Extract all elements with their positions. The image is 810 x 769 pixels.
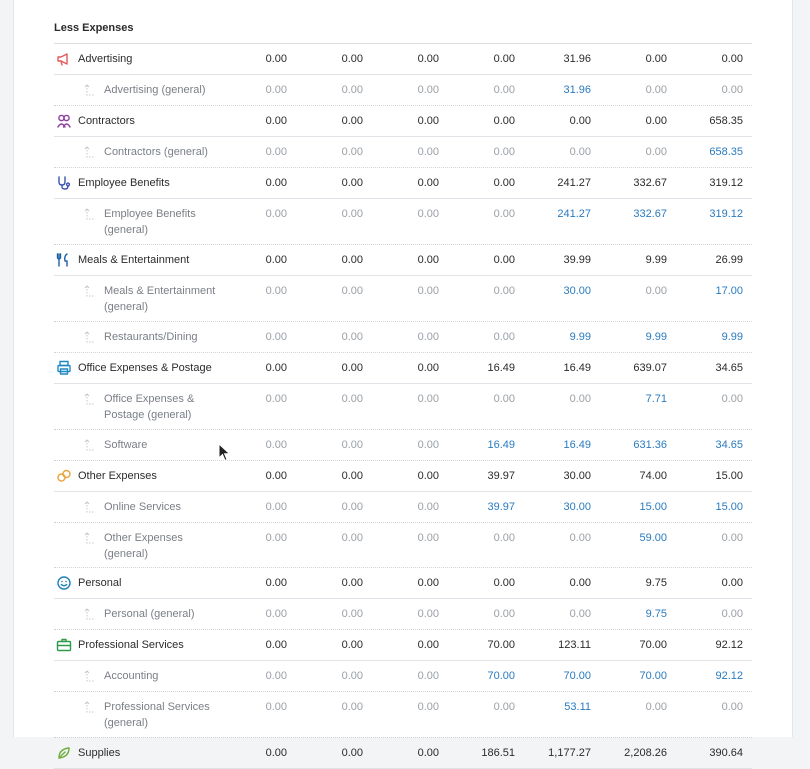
expenses-table <box>54 43 752 769</box>
amount-cell: 31.96 <box>563 53 591 65</box>
stethoscope-icon <box>56 175 72 191</box>
amount-cell: 0.00 <box>721 84 743 96</box>
category-row <box>54 245 752 276</box>
amount-cell: 15.00 <box>715 470 743 482</box>
amount-cell: 0.00 <box>341 115 363 127</box>
amount-cell: 0.00 <box>493 177 515 189</box>
tree-connector-icon <box>84 501 96 515</box>
amount-link[interactable]: 658.35 <box>709 146 743 158</box>
subcategory-row <box>54 137 752 168</box>
category-row <box>54 106 752 137</box>
amount-link[interactable]: 15.00 <box>715 501 743 513</box>
tree-connector-icon <box>84 285 96 299</box>
amount-cell: 0.00 <box>721 701 743 713</box>
amount-cell: 70.00 <box>487 639 515 651</box>
briefcase-icon <box>56 637 72 653</box>
amount-link[interactable]: 70.00 <box>563 670 591 682</box>
amount-link[interactable]: 70.00 <box>487 670 515 682</box>
subcategory-label: Contractors (general) <box>104 146 208 158</box>
amount-cell: 0.00 <box>265 747 287 759</box>
amount-link[interactable]: 15.00 <box>639 501 667 513</box>
category-row <box>54 44 752 75</box>
amount-cell: 0.00 <box>569 393 591 405</box>
amount-link[interactable]: 332.67 <box>633 208 667 220</box>
amount-link[interactable]: 59.00 <box>639 532 667 544</box>
amount-link[interactable]: 17.00 <box>715 285 743 297</box>
amount-cell: 9.75 <box>645 577 667 589</box>
subcategory-row <box>54 523 752 568</box>
amount-cell: 0.00 <box>417 701 439 713</box>
tree-connector-icon <box>84 331 96 345</box>
amount-cell: 0.00 <box>721 532 743 544</box>
amount-cell: 0.00 <box>341 146 363 158</box>
amount-cell: 74.00 <box>639 470 667 482</box>
amount-cell: 0.00 <box>645 146 667 158</box>
amount-link[interactable]: 39.97 <box>487 501 515 513</box>
amount-cell: 0.00 <box>265 701 287 713</box>
subcategory-row <box>54 199 752 245</box>
leaf-icon <box>56 745 72 761</box>
category-row <box>54 738 752 769</box>
tree-connector-icon <box>84 208 96 222</box>
amount-cell: 0.00 <box>493 208 515 220</box>
amount-cell: 0.00 <box>341 670 363 682</box>
amount-link[interactable]: 70.00 <box>639 670 667 682</box>
amount-cell: 0.00 <box>493 53 515 65</box>
category-row <box>54 168 752 199</box>
amount-link[interactable]: 53.11 <box>564 701 591 713</box>
coins-icon <box>56 468 72 484</box>
people-icon <box>56 113 72 129</box>
amount-cell: 0.00 <box>569 577 591 589</box>
amount-cell: 0.00 <box>341 639 363 651</box>
tree-connector-icon <box>84 84 96 98</box>
category-row <box>54 461 752 492</box>
amount-cell: 0.00 <box>493 285 515 297</box>
category-label: Employee Benefits <box>78 177 170 189</box>
amount-cell: 0.00 <box>493 84 515 96</box>
amount-cell: 0.00 <box>341 501 363 513</box>
subcategory-row <box>54 599 752 630</box>
subcategory-label: Accounting <box>104 670 159 682</box>
amount-cell: 0.00 <box>569 146 591 158</box>
amount-cell: 26.99 <box>715 254 743 266</box>
amount-cell: 0.00 <box>341 532 363 544</box>
tree-connector-icon <box>84 701 96 715</box>
amount-cell: 0.00 <box>265 532 287 544</box>
amount-cell: 0.00 <box>417 331 439 343</box>
printer-icon <box>56 360 72 376</box>
subcategory-row <box>54 430 752 461</box>
amount-cell: 0.00 <box>341 393 363 405</box>
amount-cell: 0.00 <box>341 254 363 266</box>
category-row <box>54 630 752 661</box>
amount-cell: 0.00 <box>569 608 591 620</box>
subcategory-label: Software <box>104 439 148 451</box>
category-label: Supplies <box>78 747 121 759</box>
amount-cell: 639.07 <box>633 362 667 374</box>
category-label: Advertising <box>78 53 133 65</box>
amount-cell: 0.00 <box>493 331 515 343</box>
amount-cell: 0.00 <box>493 115 515 127</box>
amount-cell: 0.00 <box>417 362 439 374</box>
amount-cell: 0.00 <box>417 501 439 513</box>
amount-link[interactable]: 30.00 <box>563 501 591 513</box>
amount-link[interactable]: 241.27 <box>557 208 591 220</box>
amount-cell: 0.00 <box>417 84 439 96</box>
amount-cell: 2,208.26 <box>624 747 667 759</box>
amount-cell: 0.00 <box>645 53 667 65</box>
subcategory-row <box>54 661 752 692</box>
amount-cell: 30.00 <box>563 470 591 482</box>
tree-connector-icon <box>84 393 96 407</box>
amount-cell: 0.00 <box>645 701 667 713</box>
amount-cell: 0.00 <box>417 608 439 620</box>
amount-cell: 39.97 <box>487 470 515 482</box>
amount-cell: 241.27 <box>557 177 591 189</box>
amount-link[interactable]: 9.99 <box>645 331 667 343</box>
subcategory-label: Restaurants/Dining <box>104 331 198 343</box>
amount-cell: 0.00 <box>265 177 287 189</box>
amount-cell: 0.00 <box>493 577 515 589</box>
category-row <box>54 568 752 599</box>
amount-cell: 0.00 <box>721 577 743 589</box>
category-label: Personal <box>78 577 122 589</box>
amount-cell: 0.00 <box>265 393 287 405</box>
amount-cell: 0.00 <box>417 254 439 266</box>
amount-cell: 0.00 <box>493 393 515 405</box>
amount-link[interactable]: 31.96 <box>563 84 591 96</box>
amount-link[interactable]: 16.49 <box>563 439 591 451</box>
amount-cell: 0.00 <box>417 747 439 759</box>
amount-cell: 0.00 <box>493 701 515 713</box>
category-label: Meals & Entertainment <box>78 254 190 266</box>
amount-cell: 658.35 <box>709 115 743 127</box>
amount-cell: 0.00 <box>721 53 743 65</box>
subcategory-label: Online Services <box>104 501 182 513</box>
category-row <box>54 353 752 384</box>
amount-cell: 0.00 <box>417 146 439 158</box>
amount-cell: 0.00 <box>265 670 287 682</box>
amount-cell: 123.11 <box>558 639 591 651</box>
subcategory-label: Professional Services (general) <box>104 701 210 729</box>
megaphone-icon <box>56 51 72 67</box>
amount-cell: 0.00 <box>645 84 667 96</box>
amount-cell: 0.00 <box>265 285 287 297</box>
amount-cell: 16.49 <box>563 362 591 374</box>
subcategory-row <box>54 492 752 523</box>
amount-cell: 0.00 <box>493 608 515 620</box>
amount-link[interactable]: 34.65 <box>715 439 743 451</box>
subcategory-row <box>54 75 752 106</box>
amount-cell: 0.00 <box>265 608 287 620</box>
amount-cell: 0.00 <box>341 362 363 374</box>
amount-cell: 0.00 <box>265 470 287 482</box>
amount-cell: 0.00 <box>417 577 439 589</box>
subcategory-label: Other Expenses (general) <box>104 532 183 560</box>
amount-cell: 0.00 <box>417 208 439 220</box>
amount-cell: 0.00 <box>341 470 363 482</box>
amount-cell: 390.64 <box>709 747 743 759</box>
smiley-icon <box>56 575 72 591</box>
amount-cell: 0.00 <box>265 254 287 266</box>
subcategory-label: Personal (general) <box>104 608 195 620</box>
amount-cell: 0.00 <box>341 331 363 343</box>
amount-cell: 0.00 <box>721 608 743 620</box>
category-label: Office Expenses & Postage <box>78 362 212 374</box>
amount-link[interactable]: 9.99 <box>569 331 591 343</box>
amount-cell: 0.00 <box>265 577 287 589</box>
tree-connector-icon <box>84 532 96 546</box>
amount-cell: 70.00 <box>639 639 667 651</box>
tree-connector-icon <box>84 146 96 160</box>
amount-link[interactable]: 9.99 <box>721 331 743 343</box>
category-label: Contractors <box>78 115 135 127</box>
amount-cell: 332.67 <box>633 177 667 189</box>
amount-cell: 0.00 <box>341 747 363 759</box>
amount-link[interactable]: 7.71 <box>645 393 667 405</box>
amount-cell: 0.00 <box>417 53 439 65</box>
tree-connector-icon <box>84 608 96 622</box>
amount-cell: 0.00 <box>265 53 287 65</box>
utensils-icon <box>56 252 72 268</box>
amount-cell: 9.99 <box>645 254 667 266</box>
amount-link[interactable]: 92.12 <box>715 670 743 682</box>
category-label: Professional Services <box>78 639 184 651</box>
amount-cell: 0.00 <box>417 470 439 482</box>
subcategory-row <box>54 322 752 353</box>
amount-cell: 0.00 <box>341 208 363 220</box>
amount-cell: 0.00 <box>417 393 439 405</box>
amount-cell: 0.00 <box>265 362 287 374</box>
amount-cell: 0.00 <box>265 501 287 513</box>
subcategory-label: Employee Benefits (general) <box>104 208 196 236</box>
amount-cell: 0.00 <box>265 84 287 96</box>
amount-cell: 16.49 <box>487 362 515 374</box>
subcategory-row <box>54 384 752 430</box>
amount-cell: 92.12 <box>715 639 743 651</box>
subcategory-row <box>54 276 752 322</box>
amount-cell: 0.00 <box>341 84 363 96</box>
amount-cell: 319.12 <box>709 177 743 189</box>
amount-cell: 0.00 <box>417 670 439 682</box>
amount-cell: 0.00 <box>341 577 363 589</box>
mouse-cursor-icon <box>218 443 232 463</box>
report-panel <box>13 0 793 759</box>
amount-cell: 0.00 <box>493 254 515 266</box>
amount-link[interactable]: 319.12 <box>709 208 743 220</box>
subcategory-label: Meals & Entertainment (general) <box>104 285 216 313</box>
amount-cell: 0.00 <box>265 115 287 127</box>
subcategory-label: Office Expenses & Postage (general) <box>104 393 195 421</box>
amount-cell: 0.00 <box>417 177 439 189</box>
amount-link[interactable]: 16.49 <box>487 439 515 451</box>
amount-cell: 0.00 <box>569 115 591 127</box>
amount-cell: 0.00 <box>493 532 515 544</box>
amount-cell: 0.00 <box>645 115 667 127</box>
amount-cell: 0.00 <box>265 639 287 651</box>
amount-cell: 0.00 <box>569 532 591 544</box>
amount-cell: 0.00 <box>417 639 439 651</box>
amount-cell: 0.00 <box>493 146 515 158</box>
amount-cell: 0.00 <box>645 285 667 297</box>
section-title: Less Expenses <box>54 22 134 34</box>
amount-cell: 0.00 <box>417 532 439 544</box>
amount-cell: 186.51 <box>481 747 515 759</box>
amount-link[interactable]: 9.75 <box>645 608 667 620</box>
amount-cell: 0.00 <box>417 285 439 297</box>
amount-cell: 0.00 <box>341 608 363 620</box>
amount-cell: 0.00 <box>341 439 363 451</box>
amount-cell: 0.00 <box>341 177 363 189</box>
amount-link[interactable]: 30.00 <box>563 285 591 297</box>
tree-connector-icon <box>84 670 96 684</box>
amount-cell: 0.00 <box>265 146 287 158</box>
amount-link[interactable]: 631.36 <box>633 439 667 451</box>
amount-cell: 0.00 <box>265 439 287 451</box>
amount-cell: 39.99 <box>563 254 591 266</box>
amount-cell: 0.00 <box>341 285 363 297</box>
amount-cell: 0.00 <box>341 53 363 65</box>
category-label: Other Expenses <box>78 470 157 482</box>
amount-cell: 0.00 <box>417 439 439 451</box>
amount-cell: 1,177.27 <box>548 747 591 759</box>
amount-cell: 0.00 <box>265 208 287 220</box>
subcategory-row <box>54 692 752 738</box>
amount-cell: 0.00 <box>341 701 363 713</box>
amount-cell: 34.65 <box>715 362 743 374</box>
amount-cell: 0.00 <box>417 115 439 127</box>
amount-cell: 0.00 <box>265 331 287 343</box>
tree-connector-icon <box>84 439 96 453</box>
subcategory-label: Advertising (general) <box>104 84 206 96</box>
amount-cell: 0.00 <box>721 393 743 405</box>
